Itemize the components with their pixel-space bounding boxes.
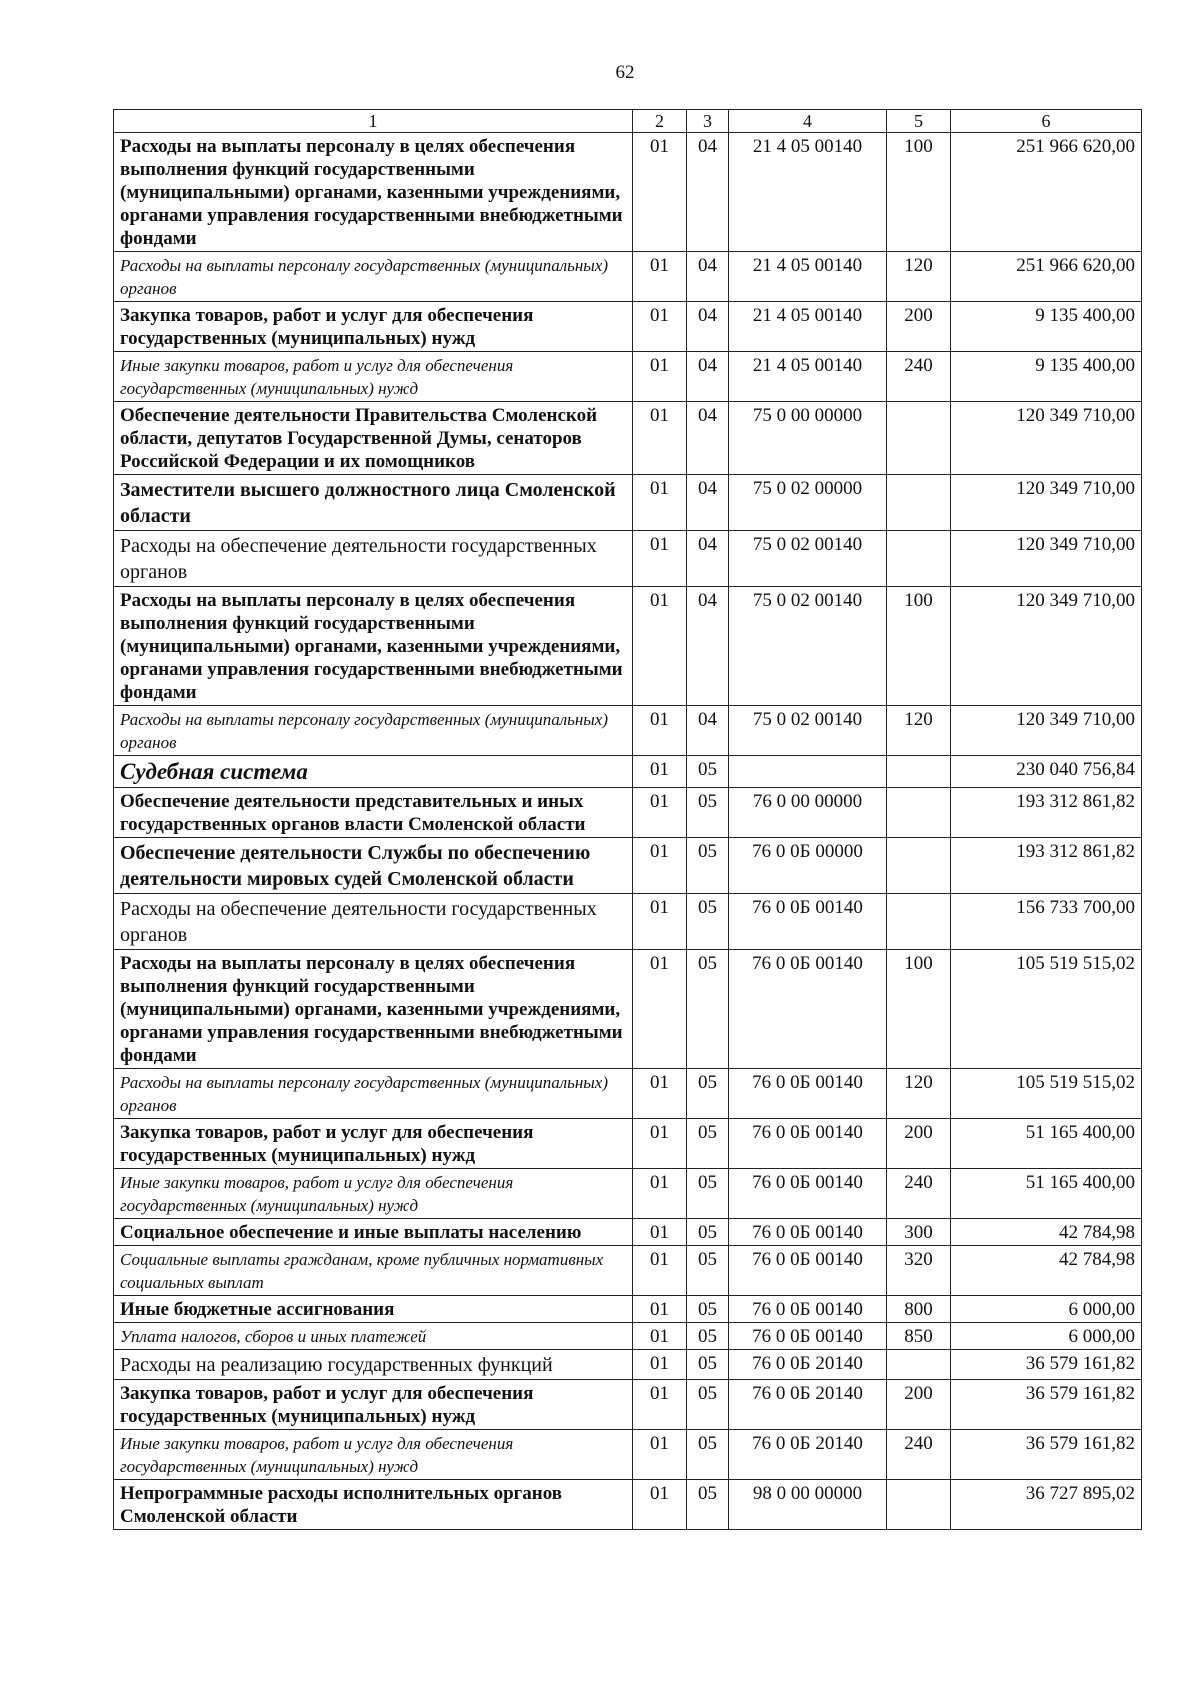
amount-cell: 105 519 515,02 xyxy=(951,1069,1142,1119)
row-name-cell: Расходы на выплаты персоналу государственных (муниципальных) органов xyxy=(114,706,633,756)
amount-cell: 120 349 710,00 xyxy=(951,587,1142,706)
amount-cell: 120 349 710,00 xyxy=(951,531,1142,587)
target-article-cell: 76 0 0Б 00140 xyxy=(729,1323,887,1350)
subsection-code-cell: 05 xyxy=(687,1219,729,1246)
page-number: 62 xyxy=(615,62,635,83)
expense-type-cell xyxy=(887,894,951,950)
amount-cell: 36 727 895,02 xyxy=(951,1480,1142,1530)
subsection-code-cell: 05 xyxy=(687,894,729,950)
expense-type-cell: 200 xyxy=(887,302,951,352)
section-code-cell: 01 xyxy=(633,1119,687,1169)
expense-type-cell: 240 xyxy=(887,352,951,402)
row-name-cell: Расходы на выплаты персоналу в целях обеспечения выполнения функций государственными (муниципальными) органами, казенными учреждениями, органами управления государственными внебюджетными фондами xyxy=(114,133,633,252)
column-header: 6 xyxy=(951,110,1142,133)
subsection-code-cell: 05 xyxy=(687,1430,729,1480)
target-article-cell: 76 0 0Б 20140 xyxy=(729,1350,887,1380)
expense-type-cell xyxy=(887,531,951,587)
section-code-cell: 01 xyxy=(633,756,687,788)
expense-type-cell xyxy=(887,838,951,894)
row-name-cell: Обеспечение деятельности представительных и иных государственных органов власти Смоленской области xyxy=(114,788,633,838)
table-row xyxy=(114,894,1142,950)
table-row xyxy=(114,1350,1142,1380)
expense-type-cell: 120 xyxy=(887,706,951,756)
row-name-cell: Иные бюджетные ассигнования xyxy=(114,1296,633,1323)
row-name-cell: Обеспечение деятельности Службы по обеспечению деятельности мировых судей Смоленской области xyxy=(114,838,633,894)
amount-cell: 251 966 620,00 xyxy=(951,252,1142,302)
amount-cell: 105 519 515,02 xyxy=(951,950,1142,1069)
section-code-cell: 01 xyxy=(633,1069,687,1119)
subsection-code-cell: 04 xyxy=(687,352,729,402)
target-article-cell: 76 0 0Б 00140 xyxy=(729,1296,887,1323)
budget-table xyxy=(113,109,1142,1530)
table-row xyxy=(114,950,1142,1069)
target-article-cell: 75 0 02 00140 xyxy=(729,531,887,587)
section-code-cell: 01 xyxy=(633,475,687,531)
expense-type-cell xyxy=(887,756,951,788)
target-article-cell: 75 0 02 00140 xyxy=(729,706,887,756)
target-article-cell: 76 0 0Б 00140 xyxy=(729,1169,887,1219)
row-name-cell: Уплата налогов, сборов и иных платежей xyxy=(114,1323,633,1350)
subsection-code-cell: 05 xyxy=(687,1350,729,1380)
expense-type-cell: 240 xyxy=(887,1169,951,1219)
subsection-code-cell: 04 xyxy=(687,252,729,302)
expense-type-cell xyxy=(887,1480,951,1530)
row-name-cell: Судебная система xyxy=(114,756,633,788)
table-row xyxy=(114,252,1142,302)
table-row xyxy=(114,1119,1142,1169)
target-article-cell: 21 4 05 00140 xyxy=(729,252,887,302)
table-row xyxy=(114,1380,1142,1430)
expense-type-cell xyxy=(887,1350,951,1380)
table-row xyxy=(114,352,1142,402)
amount-cell: 36 579 161,82 xyxy=(951,1350,1142,1380)
table-body xyxy=(114,110,1142,1530)
row-name-cell: Закупка товаров, работ и услуг для обеспечения государственных (муниципальных) нужд xyxy=(114,302,633,352)
subsection-code-cell: 05 xyxy=(687,788,729,838)
target-article-cell: 98 0 00 00000 xyxy=(729,1480,887,1530)
section-code-cell: 01 xyxy=(633,894,687,950)
subsection-code-cell: 05 xyxy=(687,1380,729,1430)
expense-type-cell: 300 xyxy=(887,1219,951,1246)
table-row xyxy=(114,1296,1142,1323)
target-article-cell: 76 0 0Б 00140 xyxy=(729,1069,887,1119)
row-name-cell: Расходы на реализацию государственных функций xyxy=(114,1350,633,1380)
column-header: 3 xyxy=(687,110,729,133)
subsection-code-cell: 04 xyxy=(687,133,729,252)
subsection-code-cell: 05 xyxy=(687,1246,729,1296)
target-article-cell: 76 0 0Б 00140 xyxy=(729,894,887,950)
target-article-cell: 75 0 02 00140 xyxy=(729,587,887,706)
target-article-cell: 76 0 0Б 20140 xyxy=(729,1430,887,1480)
subsection-code-cell: 04 xyxy=(687,402,729,475)
expense-type-cell: 240 xyxy=(887,1430,951,1480)
row-name-cell: Социальные выплаты гражданам, кроме публичных нормативных социальных выплат xyxy=(114,1246,633,1296)
amount-cell: 9 135 400,00 xyxy=(951,302,1142,352)
column-header: 1 xyxy=(114,110,633,133)
subsection-code-cell: 05 xyxy=(687,950,729,1069)
row-name-cell: Расходы на выплаты персоналу государственных (муниципальных) органов xyxy=(114,252,633,302)
amount-cell: 120 349 710,00 xyxy=(951,402,1142,475)
target-article-cell xyxy=(729,756,887,788)
expense-type-cell: 850 xyxy=(887,1323,951,1350)
section-code-cell: 01 xyxy=(633,133,687,252)
expense-type-cell: 120 xyxy=(887,1069,951,1119)
column-header: 4 xyxy=(729,110,887,133)
expense-type-cell: 100 xyxy=(887,133,951,252)
amount-cell: 51 165 400,00 xyxy=(951,1119,1142,1169)
table-row xyxy=(114,1480,1142,1530)
expense-type-cell xyxy=(887,788,951,838)
amount-cell: 156 733 700,00 xyxy=(951,894,1142,950)
subsection-code-cell: 05 xyxy=(687,756,729,788)
expense-type-cell: 200 xyxy=(887,1119,951,1169)
target-article-cell: 21 4 05 00140 xyxy=(729,302,887,352)
target-article-cell: 76 0 0Б 00140 xyxy=(729,1246,887,1296)
section-code-cell: 01 xyxy=(633,302,687,352)
amount-cell: 36 579 161,82 xyxy=(951,1430,1142,1480)
subsection-code-cell: 04 xyxy=(687,302,729,352)
section-code-cell: 01 xyxy=(633,352,687,402)
section-code-cell: 01 xyxy=(633,1296,687,1323)
target-article-cell: 76 0 0Б 00140 xyxy=(729,950,887,1069)
section-code-cell: 01 xyxy=(633,252,687,302)
table-row xyxy=(114,1219,1142,1246)
row-name-cell: Непрограммные расходы исполнительных органов Смоленской области xyxy=(114,1480,633,1530)
expense-type-cell xyxy=(887,475,951,531)
header-row xyxy=(114,110,1142,133)
row-name-cell: Расходы на обеспечение деятельности государственных органов xyxy=(114,531,633,587)
expense-type-cell: 320 xyxy=(887,1246,951,1296)
subsection-code-cell: 04 xyxy=(687,706,729,756)
section-code-cell: 01 xyxy=(633,1219,687,1246)
target-article-cell: 76 0 0Б 00000 xyxy=(729,838,887,894)
amount-cell: 193 312 861,82 xyxy=(951,838,1142,894)
row-name-cell: Расходы на выплаты персоналу в целях обеспечения выполнения функций государственными (муниципальными) органами, казенными учреждениями, органами управления государственными внебюджетными фондами xyxy=(114,950,633,1069)
table-row xyxy=(114,1323,1142,1350)
section-code-cell: 01 xyxy=(633,706,687,756)
table-row xyxy=(114,587,1142,706)
table-row xyxy=(114,706,1142,756)
amount-cell: 120 349 710,00 xyxy=(951,475,1142,531)
expense-type-cell: 120 xyxy=(887,252,951,302)
section-code-cell: 01 xyxy=(633,1430,687,1480)
row-name-cell: Расходы на обеспечение деятельности государственных органов xyxy=(114,894,633,950)
table-row xyxy=(114,838,1142,894)
target-article-cell: 76 0 00 00000 xyxy=(729,788,887,838)
amount-cell: 6 000,00 xyxy=(951,1296,1142,1323)
section-code-cell: 01 xyxy=(633,788,687,838)
subsection-code-cell: 05 xyxy=(687,838,729,894)
table-row xyxy=(114,531,1142,587)
table-row xyxy=(114,1069,1142,1119)
table-row xyxy=(114,1430,1142,1480)
subsection-code-cell: 04 xyxy=(687,475,729,531)
amount-cell: 251 966 620,00 xyxy=(951,133,1142,252)
section-code-cell: 01 xyxy=(633,587,687,706)
row-name-cell: Расходы на выплаты персоналу государственных (муниципальных) органов xyxy=(114,1069,633,1119)
subsection-code-cell: 05 xyxy=(687,1480,729,1530)
target-article-cell: 75 0 00 00000 xyxy=(729,402,887,475)
section-code-cell: 01 xyxy=(633,531,687,587)
section-code-cell: 01 xyxy=(633,838,687,894)
subsection-code-cell: 04 xyxy=(687,531,729,587)
column-header: 5 xyxy=(887,110,951,133)
amount-cell: 9 135 400,00 xyxy=(951,352,1142,402)
amount-cell: 51 165 400,00 xyxy=(951,1169,1142,1219)
amount-cell: 193 312 861,82 xyxy=(951,788,1142,838)
section-code-cell: 01 xyxy=(633,1323,687,1350)
row-name-cell: Иные закупки товаров, работ и услуг для обеспечения государственных (муниципальных) нужд xyxy=(114,352,633,402)
table-row xyxy=(114,788,1142,838)
row-name-cell: Закупка товаров, работ и услуг для обеспечения государственных (муниципальных) нужд xyxy=(114,1380,633,1430)
section-code-cell: 01 xyxy=(633,402,687,475)
amount-cell: 42 784,98 xyxy=(951,1219,1142,1246)
amount-cell: 42 784,98 xyxy=(951,1246,1142,1296)
amount-cell: 36 579 161,82 xyxy=(951,1380,1142,1430)
expense-type-cell: 200 xyxy=(887,1380,951,1430)
row-name-cell: Иные закупки товаров, работ и услуг для обеспечения государственных (муниципальных) нужд xyxy=(114,1169,633,1219)
target-article-cell: 21 4 05 00140 xyxy=(729,352,887,402)
table-row xyxy=(114,402,1142,475)
table-row xyxy=(114,133,1142,252)
subsection-code-cell: 05 xyxy=(687,1119,729,1169)
row-name-cell: Социальное обеспечение и иные выплаты населению xyxy=(114,1219,633,1246)
section-code-cell: 01 xyxy=(633,1246,687,1296)
section-code-cell: 01 xyxy=(633,1380,687,1430)
target-article-cell: 76 0 0Б 00140 xyxy=(729,1219,887,1246)
subsection-code-cell: 05 xyxy=(687,1323,729,1350)
section-code-cell: 01 xyxy=(633,950,687,1069)
amount-cell: 230 040 756,84 xyxy=(951,756,1142,788)
table-row xyxy=(114,475,1142,531)
expense-type-cell xyxy=(887,402,951,475)
row-name-cell: Иные закупки товаров, работ и услуг для обеспечения государственных (муниципальных) нужд xyxy=(114,1430,633,1480)
section-code-cell: 01 xyxy=(633,1350,687,1380)
table-row xyxy=(114,1246,1142,1296)
row-name-cell: Обеспечение деятельности Правительства Смоленской области, депутатов Государственной Думы, сенаторов Российской Федерации и их помощников xyxy=(114,402,633,475)
section-code-cell: 01 xyxy=(633,1169,687,1219)
amount-cell: 120 349 710,00 xyxy=(951,706,1142,756)
expense-type-cell: 800 xyxy=(887,1296,951,1323)
target-article-cell: 21 4 05 00140 xyxy=(729,133,887,252)
table-row xyxy=(114,302,1142,352)
table-row xyxy=(114,1169,1142,1219)
amount-cell: 6 000,00 xyxy=(951,1323,1142,1350)
subsection-code-cell: 05 xyxy=(687,1069,729,1119)
subsection-code-cell: 05 xyxy=(687,1169,729,1219)
column-header: 2 xyxy=(633,110,687,133)
row-name-cell: Расходы на выплаты персоналу в целях обеспечения выполнения функций государственными (муниципальными) органами, казенными учреждениями, органами управления государственными внебюджетными фондами xyxy=(114,587,633,706)
target-article-cell: 75 0 02 00000 xyxy=(729,475,887,531)
subsection-code-cell: 04 xyxy=(687,587,729,706)
section-code-cell: 01 xyxy=(633,1480,687,1530)
expense-type-cell: 100 xyxy=(887,587,951,706)
row-name-cell: Заместители высшего должностного лица Смоленской области xyxy=(114,475,633,531)
row-name-cell: Закупка товаров, работ и услуг для обеспечения государственных (муниципальных) нужд xyxy=(114,1119,633,1169)
expense-type-cell: 100 xyxy=(887,950,951,1069)
target-article-cell: 76 0 0Б 00140 xyxy=(729,1119,887,1169)
subsection-code-cell: 05 xyxy=(687,1296,729,1323)
target-article-cell: 76 0 0Б 20140 xyxy=(729,1380,887,1430)
table-row xyxy=(114,756,1142,788)
